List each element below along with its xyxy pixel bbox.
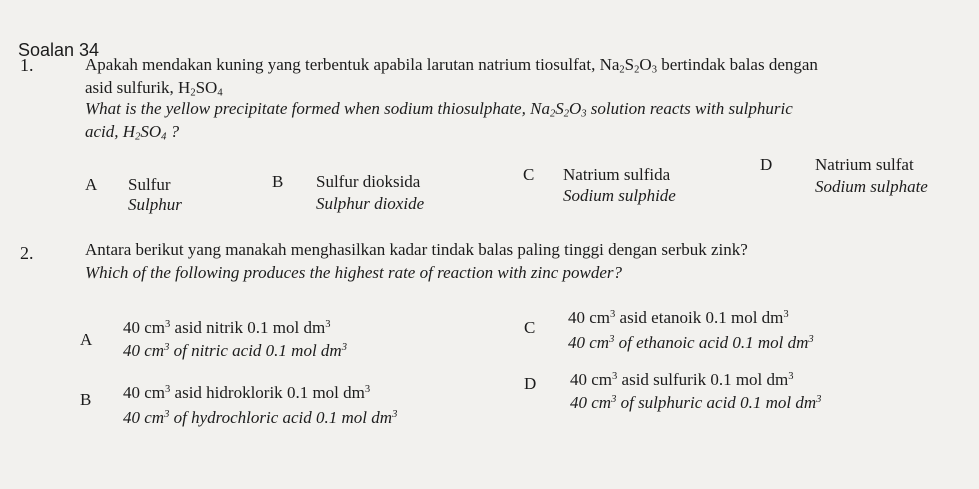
q2-option-a-english: 40 $cm^3$ of nitric acid 0.1 mol $dm^3$ <box>123 341 347 360</box>
q2-option-d-malay: 40 $cm^3$ asid sulfurik 0.1 mol $dm^3$ <box>570 370 794 389</box>
q2-english: Which of the following produces the highest rate of reaction with zinc powder? <box>85 263 623 282</box>
q1-option-a-english: Sulphur <box>128 195 182 214</box>
q1-option-d-malay: Natrium sulfat <box>815 155 914 174</box>
q1-option-b-letter: B <box>272 172 284 191</box>
q1-english-line1: What is the yellow precipitate formed when sodium thiosulphate, $Na_2S_2O_3$ solution reacts with sulphuric <box>85 99 793 120</box>
q2-option-b-malay: 40 $cm^3$ asid hidroklorik 0.1 mol $dm^3$ <box>123 383 371 402</box>
q1-malay-line1: Apakah mendakan kuning yang terbentuk apabila larutan natrium tiosulfat, $Na_2S_2O_3$ bertindak balas dengan <box>85 55 818 76</box>
q2-option-c-malay: 40 $cm^3$ asid etanoik 0.1 mol $dm^3$ <box>568 308 789 327</box>
q1-number: 1. <box>20 55 34 75</box>
section-title: Soalan 34 <box>18 40 100 60</box>
q1-formula-na2s2o3: $Na_2S_2O_3$ <box>599 55 657 76</box>
q1-formula-h2so4-en: $H_2SO_4$ <box>122 122 167 143</box>
q1-formula-na2s2o3-en: $Na_2S_2O_3$ <box>530 99 587 120</box>
q2-option-a-malay: 40 $cm^3$ asid nitrik 0.1 mol $dm^3$ <box>123 318 331 337</box>
q2-malay: Antara berikut yang manakah menghasilkan kadar tindak balas paling tinggi dengan serbuk zink? <box>85 240 748 259</box>
q1-malay-line2: asid sulfurik, $H_2SO_4$ <box>85 78 223 99</box>
q2-option-a-letter: A <box>80 330 93 349</box>
q1-option-d-english: Sodium sulphate <box>815 177 928 196</box>
q1-english-line2: acid, $H_2SO_4$ ? <box>85 122 180 143</box>
q2-option-b-english: 40 $cm^3$ of hydrochloric acid 0.1 mol $dm^3$ <box>123 408 398 427</box>
q1-formula-h2so4: $H_2SO_4$ <box>178 78 223 99</box>
q1-option-c-english: Sodium sulphide <box>563 186 676 205</box>
q1-option-a-malay: Sulfur <box>128 175 171 194</box>
q1-option-b-english: Sulphur dioxide <box>316 194 425 213</box>
q2-number: 2. <box>20 243 34 263</box>
q1-option-b-malay: Sulfur dioksida <box>316 172 421 191</box>
q1-option-a-letter: A <box>85 175 98 194</box>
q2-option-d-letter: D <box>524 374 537 393</box>
q1-option-c-letter: C <box>523 165 535 184</box>
q2-option-b-letter: B <box>80 390 92 409</box>
q1-option-c-malay: Natrium sulfida <box>563 165 671 184</box>
q2-option-d-english: 40 $cm^3$ of sulphuric acid 0.1 mol $dm^3$ <box>570 393 822 412</box>
q2-option-c-letter: C <box>524 318 536 337</box>
q2-option-c-english: 40 $cm^3$ of ethanoic acid 0.1 mol $dm^3$ <box>568 333 814 352</box>
q1-option-d-letter: D <box>760 155 773 174</box>
